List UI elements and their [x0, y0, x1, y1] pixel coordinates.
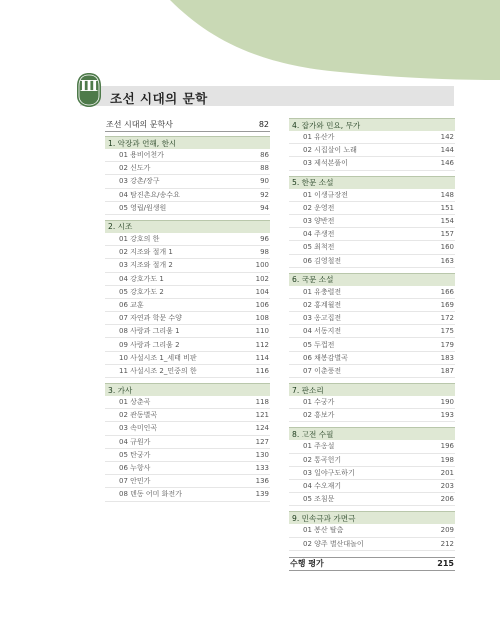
toc-item-label: 03 양반전 [303, 217, 335, 226]
toc-section-heading[interactable]: 8. 고전 수필 [289, 427, 455, 440]
toc-entry-overview[interactable] [105, 118, 270, 132]
toc-section-heading[interactable]: 3. 가사 [105, 383, 270, 396]
toc-section-heading[interactable]: 7. 판소리 [289, 383, 455, 396]
toc-item-label: 04 탐진촌요/송수요 [119, 190, 180, 199]
toc-right-sections [289, 118, 455, 551]
toc-item-label: 02 통곡헌기 [303, 455, 342, 464]
toc-item-page: 96 [260, 235, 269, 244]
toc-item-page: 130 [255, 450, 269, 459]
toc-item-label: 05 영립/원생원 [119, 203, 167, 212]
toc-item-page: 198 [440, 455, 454, 464]
toc-item-page: 108 [255, 314, 269, 323]
toc-item[interactable] [105, 175, 270, 188]
toc-item-label: 07 안민가 [119, 477, 151, 486]
toc-item-page: 144 [440, 146, 454, 155]
toc-item[interactable] [105, 162, 270, 175]
toc-item-label: 01 주옹설 [303, 442, 335, 451]
toc-item-page: 142 [440, 133, 454, 142]
toc-item-label: 01 이생규장전 [303, 190, 348, 199]
toc-item[interactable] [289, 325, 455, 338]
toc-item-page: 190 [440, 398, 454, 407]
toc-entry-label: 조선 시대의 문학사 [106, 120, 173, 129]
toc-item-label: 05 최척전 [303, 243, 335, 252]
toc-item[interactable] [289, 241, 455, 254]
toc-item-label: 06 누항사 [119, 464, 151, 473]
toc-item[interactable] [105, 396, 270, 409]
toc-item-page: 151 [440, 203, 454, 212]
toc-item[interactable] [289, 131, 455, 144]
toc-item[interactable] [105, 273, 270, 286]
toc-item[interactable] [105, 312, 270, 325]
decorative-curve [0, 0, 500, 88]
toc-item[interactable] [105, 299, 270, 312]
toc-item-label: 02 지조와 절개 1 [119, 248, 173, 257]
toc-item[interactable] [289, 524, 455, 537]
toc-item[interactable] [105, 352, 270, 365]
toc-item-page: 100 [255, 261, 269, 270]
toc-item-page: 88 [260, 164, 269, 173]
toc-item-page: 201 [440, 468, 454, 477]
toc-item-label: 01 수궁가 [303, 398, 335, 407]
toc-item-page: 106 [255, 300, 269, 309]
toc-item[interactable] [289, 255, 455, 268]
toc-item-label: 02 양주 별산대놀이 [303, 539, 364, 548]
toc-item[interactable] [105, 488, 270, 501]
toc-item-page: 114 [255, 353, 269, 362]
toc-item[interactable] [289, 312, 455, 325]
toc-item-page: 90 [260, 177, 269, 186]
toc-item-page: 146 [440, 159, 454, 168]
toc-item-page: 203 [440, 482, 454, 491]
toc-item-page: 172 [440, 314, 454, 323]
toc-section-heading[interactable]: 4. 잡가와 민요, 무가 [289, 118, 455, 131]
toc-item[interactable] [105, 149, 270, 162]
toc-item[interactable] [105, 475, 270, 488]
toc-item-label: 10 사설시조 1_세태 비판 [119, 353, 197, 362]
toc-item-label: 04 수오재기 [303, 482, 342, 491]
toc-item[interactable] [289, 228, 455, 241]
toc-item-page: 193 [440, 411, 454, 420]
toc-item[interactable] [289, 454, 455, 467]
toc-item[interactable] [289, 409, 455, 422]
toc-item-label: 02 흥보가 [303, 411, 335, 420]
toc-item[interactable] [105, 449, 270, 462]
toc-item-label: 02 시집살이 노래 [303, 146, 357, 155]
toc-item-label: 02 신도가 [119, 164, 151, 173]
toc-item-page: 139 [255, 490, 269, 499]
toc-left-sections [105, 136, 270, 502]
toc-item-page: 196 [440, 442, 454, 451]
toc-item-page: 98 [260, 248, 269, 257]
toc-item-page: 206 [440, 495, 454, 504]
toc-item-label: 08 사랑과 그리움 1 [119, 327, 180, 336]
toc-item-label: 04 서동지전 [303, 327, 342, 336]
toc-item-page: 133 [255, 464, 269, 473]
chapter-badge [76, 72, 102, 108]
toc-entry-label: 수행 평가 [290, 559, 324, 569]
toc-item-label: 02 홍계월전 [303, 300, 342, 309]
toc-item[interactable] [289, 299, 455, 312]
toc-item[interactable] [289, 480, 455, 493]
toc-item[interactable] [105, 409, 270, 422]
toc-item-page: 127 [255, 437, 269, 446]
toc-item-label: 01 용비어천가 [119, 151, 164, 160]
toc-item-page: 102 [255, 274, 269, 283]
toc-item[interactable] [105, 436, 270, 449]
toc-entry-page: 82 [258, 120, 269, 129]
toc-item-label: 01 봉산 탈춤 [303, 526, 344, 535]
toc-item-page: 121 [255, 411, 269, 420]
toc-item-page: 187 [440, 366, 454, 375]
toc-item[interactable] [289, 144, 455, 157]
toc-item[interactable] [289, 338, 455, 351]
toc-item-label: 07 이춘풍전 [303, 366, 342, 375]
toc-item-page: 154 [440, 217, 454, 226]
toc-item[interactable] [289, 440, 455, 453]
toc-item-label: 05 탄궁가 [119, 450, 151, 459]
toc-item-page: 86 [260, 151, 269, 160]
toc-item-label: 01 상춘곡 [119, 398, 151, 407]
toc-item[interactable] [289, 352, 455, 365]
toc-item-page: 157 [440, 230, 454, 239]
chapter-numeral: Ⅲ [79, 77, 99, 95]
toc-item-label: 01 유충렬전 [303, 287, 342, 296]
toc-section-heading[interactable]: 9. 민속극과 가면극 [289, 511, 455, 524]
toc-item-page: 166 [440, 287, 454, 296]
toc-item-label: 05 두껍전 [303, 340, 335, 349]
toc-item-page: 169 [440, 300, 454, 309]
toc-item-page: 92 [260, 190, 269, 199]
toc-item[interactable] [289, 202, 455, 215]
toc-item-label: 08 덴동 어미 화전가 [119, 490, 182, 499]
toc-item[interactable] [105, 286, 270, 299]
toc-item-page: 118 [255, 398, 269, 407]
toc-item[interactable] [289, 365, 455, 378]
toc-item[interactable] [105, 246, 270, 259]
toc-item[interactable] [105, 422, 270, 435]
toc-item[interactable] [289, 286, 455, 299]
chapter-title: 조선 시대의 문학 [110, 91, 208, 106]
toc-item-page: 136 [255, 477, 269, 486]
toc-item[interactable] [289, 493, 455, 506]
toc-item[interactable] [289, 157, 455, 170]
toc-item[interactable] [105, 462, 270, 475]
toc-item-page: 160 [440, 243, 454, 252]
toc-item-label: 06 교훈 [119, 300, 144, 309]
toc-item-label: 07 자연과 학문 수양 [119, 314, 182, 323]
toc-entry-page: 215 [437, 559, 454, 569]
toc-item[interactable] [289, 189, 455, 202]
toc-section-heading[interactable]: 5. 한문 소설 [289, 176, 455, 189]
toc-item-label: 05 조침문 [303, 495, 335, 504]
toc-item[interactable] [289, 538, 455, 551]
toc-section-heading[interactable]: 2. 시조 [105, 220, 270, 233]
toc-item-label: 06 채봉감별곡 [303, 353, 348, 362]
toc-item[interactable] [105, 365, 270, 378]
toc-item-label: 04 주생전 [303, 230, 335, 239]
toc-item-page: 148 [440, 190, 454, 199]
toc-item-page: 183 [440, 353, 454, 362]
toc-item-page: 175 [440, 327, 454, 336]
toc-item[interactable] [105, 233, 270, 246]
toc-item-page: 179 [440, 340, 454, 349]
toc-item-label: 04 강호가도 1 [119, 274, 164, 283]
toc-right-column [289, 118, 455, 571]
toc-item-page: 94 [260, 203, 269, 212]
toc-item-label: 03 일야구도하기 [303, 468, 355, 477]
toc-item-label: 03 옹고집전 [303, 314, 342, 323]
toc-item[interactable] [289, 215, 455, 228]
toc-item-page: 104 [255, 287, 269, 296]
toc-item[interactable] [105, 202, 270, 215]
toc-item-label: 04 규원가 [119, 437, 151, 446]
toc-item-label: 09 사랑과 그리움 2 [119, 340, 180, 349]
toc-item-page: 212 [440, 539, 454, 548]
toc-item[interactable] [289, 467, 455, 480]
toc-item-page: 124 [255, 424, 269, 433]
toc-left-column [105, 118, 270, 502]
toc-item-page: 110 [255, 327, 269, 336]
toc-item[interactable] [105, 338, 270, 351]
toc-item-label: 01 유산가 [303, 133, 335, 142]
toc-item-label: 03 제석본풀이 [303, 159, 348, 168]
toc-section-heading[interactable]: 1. 악장과 언해, 한시 [105, 136, 270, 149]
toc-item-label: 02 관동별곡 [119, 411, 158, 420]
toc-item[interactable] [105, 259, 270, 272]
toc-item-label: 06 김영철전 [303, 256, 342, 265]
toc-item-label: 11 사설시조 2_민중의 한 [119, 366, 197, 375]
toc-item-page: 116 [255, 366, 269, 375]
toc-item-page: 209 [440, 526, 454, 535]
toc-item-label: 01 강호의 한 [119, 235, 160, 244]
toc-item-label: 02 운영전 [303, 203, 335, 212]
toc-item-label: 03 강촌/장구 [119, 177, 160, 186]
toc-item-label: 05 강호가도 2 [119, 287, 164, 296]
toc-section-heading[interactable]: 6. 국문 소설 [289, 273, 455, 286]
toc-item-page: 112 [255, 340, 269, 349]
toc-entry-assessment[interactable] [289, 557, 455, 571]
toc-item[interactable] [105, 189, 270, 202]
toc-item-label: 03 속미인곡 [119, 424, 158, 433]
toc-item[interactable] [289, 396, 455, 409]
decorative-header-band [0, 0, 500, 88]
toc-item-page: 163 [440, 256, 454, 265]
toc-item[interactable] [105, 325, 270, 338]
toc-item-label: 03 지조와 절개 2 [119, 261, 173, 270]
